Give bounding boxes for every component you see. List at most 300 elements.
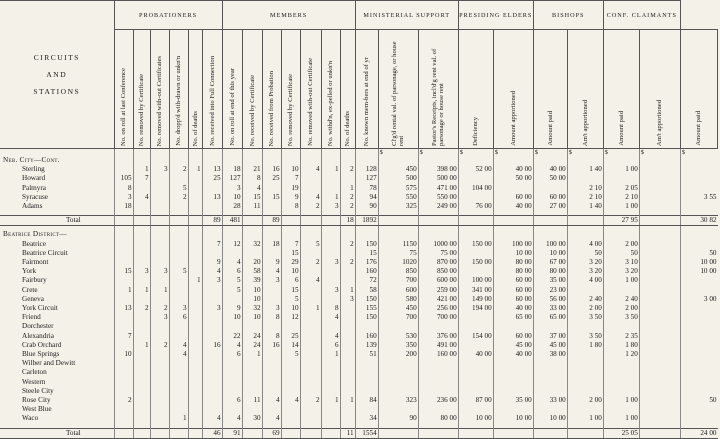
table-cell — [321, 405, 340, 414]
table-cell — [133, 295, 150, 304]
table-cell — [340, 378, 355, 387]
table-cell: 4 — [262, 267, 281, 276]
table-cell — [188, 368, 202, 377]
table-cell: 80 00 — [493, 267, 533, 276]
empty-cell — [262, 156, 281, 165]
table-cell — [202, 359, 222, 368]
table-cell: 350 — [378, 341, 418, 350]
table-cell — [133, 216, 150, 226]
column-header — [321, 30, 340, 149]
table-cell: 22 — [222, 332, 242, 341]
station-row — [0, 304, 718, 313]
table-cell — [567, 350, 603, 359]
table-cell — [639, 304, 680, 313]
empty-cell — [262, 230, 281, 239]
table-cell: 94 — [355, 193, 378, 202]
column-header — [281, 30, 300, 149]
table-cell — [202, 387, 222, 396]
table-cell: 75 — [378, 249, 418, 258]
table-cell — [188, 249, 202, 258]
table-cell — [458, 193, 493, 202]
table-cell: 2 — [300, 396, 321, 405]
table-cell — [150, 414, 169, 423]
table-cell — [188, 149, 202, 157]
table-cell — [133, 276, 150, 285]
table-cell — [242, 322, 262, 331]
column-header-label: Amount paid — [617, 111, 625, 146]
table-cell — [493, 405, 533, 414]
table-cell — [533, 322, 567, 331]
column-header-label: Cl'g'd rental val. of parsonage, or house rent — [391, 41, 406, 146]
table-cell: 19 — [281, 184, 300, 193]
total-row — [0, 216, 718, 226]
table-cell: 33 00 — [533, 304, 567, 313]
empty-cell — [242, 230, 262, 239]
station-row — [0, 276, 718, 285]
table-cell: 5 — [169, 267, 188, 276]
table-cell: 90 — [355, 202, 378, 211]
table-cell — [493, 428, 533, 438]
table-cell: 104 00 — [458, 184, 493, 193]
table-cell — [340, 414, 355, 423]
table-cell: $ — [418, 149, 458, 157]
table-cell — [340, 174, 355, 183]
empty-cell — [300, 230, 321, 239]
total-label: Total — [0, 428, 114, 438]
table-cell: 15 — [281, 249, 300, 258]
table-cell — [114, 240, 133, 249]
table-cell: 11 — [340, 428, 355, 438]
table-cell — [378, 359, 418, 368]
table-cell: 4 00 — [567, 240, 603, 249]
table-cell: 200 — [378, 350, 418, 359]
station-name: Howard — [22, 174, 46, 183]
table-cell: 150 — [355, 313, 378, 322]
table-cell: 13 — [202, 193, 222, 202]
table-cell: 5 — [281, 295, 300, 304]
table-cell — [639, 295, 680, 304]
table-cell: 12 — [222, 240, 242, 249]
table-cell — [133, 378, 150, 387]
empty-cell — [300, 156, 321, 165]
table-cell: 150 — [355, 240, 378, 249]
ministerial-support-group-header: MINISTERIAL SUPPORT — [355, 1, 458, 30]
empty-cell — [533, 230, 567, 239]
table-cell: 25 — [281, 332, 300, 341]
table-cell — [242, 216, 262, 226]
table-cell — [150, 258, 169, 267]
table-cell — [262, 387, 281, 396]
table-cell: 40 00 — [493, 165, 533, 174]
table-cell — [281, 414, 300, 423]
table-cell — [281, 149, 300, 157]
table-cell: 7 — [281, 174, 300, 183]
table-cell — [281, 368, 300, 377]
table-cell: 128 — [355, 165, 378, 174]
table-cell: 2 05 — [603, 184, 639, 193]
empty-cell — [533, 156, 567, 165]
table-cell: 24 — [242, 341, 262, 350]
table-cell — [133, 368, 150, 377]
district-row — [0, 230, 718, 239]
table-cell — [114, 249, 133, 258]
table-cell — [202, 332, 222, 341]
table-cell: 3 50 — [567, 332, 603, 341]
table-cell — [169, 368, 188, 377]
table-cell: 4 — [242, 184, 262, 193]
station-row — [0, 258, 718, 267]
table-cell: 30 82 — [680, 216, 717, 226]
table-cell: 58 — [242, 267, 262, 276]
table-cell — [321, 267, 340, 276]
table-cell: 16 — [262, 341, 281, 350]
table-cell: 35 00 — [493, 396, 533, 405]
station-name: Wilber and Dewitt — [22, 359, 76, 368]
table-cell — [533, 216, 567, 226]
table-cell — [242, 405, 262, 414]
table-cell: 341 00 — [458, 286, 493, 295]
table-cell: 2 00 — [567, 396, 603, 405]
table-cell — [680, 387, 717, 396]
empty-cell — [493, 156, 533, 165]
table-cell — [567, 405, 603, 414]
column-header-label: No. removed with-out Certificate — [307, 58, 315, 146]
table-cell — [262, 378, 281, 387]
table-cell — [133, 359, 150, 368]
table-cell: 3 — [262, 276, 281, 285]
table-cell — [169, 387, 188, 396]
table-cell: 4 — [281, 396, 300, 405]
table-cell — [114, 368, 133, 377]
column-header — [133, 30, 150, 149]
circuits-stub-header — [0, 1, 114, 149]
table-cell — [639, 368, 680, 377]
table-cell — [262, 359, 281, 368]
table-cell: 1 — [321, 350, 340, 359]
table-cell: 160 — [355, 267, 378, 276]
column-header — [188, 30, 202, 149]
table-cell — [222, 295, 242, 304]
table-cell: 50 — [680, 249, 717, 258]
table-cell: 2 — [169, 165, 188, 174]
table-cell: 78 — [355, 184, 378, 193]
table-cell: 16 — [202, 341, 222, 350]
table-cell — [262, 184, 281, 193]
table-cell — [188, 313, 202, 322]
table-cell: 65 00 — [533, 313, 567, 322]
table-cell: 58 — [355, 286, 378, 295]
probationers-group-header: PROBATIONERS — [114, 1, 222, 30]
table-cell — [639, 249, 680, 258]
table-cell — [133, 322, 150, 331]
table-cell: 20 — [242, 258, 262, 267]
table-cell — [222, 249, 242, 258]
column-header — [169, 30, 188, 149]
column-header-label: No. withd'n, ex-pelled or unkn'n — [327, 60, 335, 146]
empty-cell — [378, 156, 418, 165]
table-cell — [188, 359, 202, 368]
total-row — [0, 428, 718, 438]
empty-cell — [281, 156, 300, 165]
station-row — [0, 193, 718, 202]
table-cell — [150, 193, 169, 202]
table-cell: 1 40 — [567, 202, 603, 211]
empty-cell — [222, 156, 242, 165]
table-cell — [340, 149, 355, 157]
empty-cell — [150, 230, 169, 239]
station-name: Beatrice — [22, 239, 46, 248]
table-cell — [300, 267, 321, 276]
table-cell: 8 — [114, 184, 133, 193]
station-row — [0, 202, 718, 211]
empty-cell — [133, 230, 150, 239]
table-cell — [114, 341, 133, 350]
table-cell — [493, 368, 533, 377]
table-cell — [603, 387, 639, 396]
table-cell: 600 — [378, 286, 418, 295]
table-cell — [340, 341, 355, 350]
table-cell — [188, 240, 202, 249]
station-row — [0, 295, 718, 304]
table-cell — [222, 149, 242, 157]
table-cell — [188, 193, 202, 202]
table-cell — [355, 387, 378, 396]
table-cell: 4 — [222, 258, 242, 267]
table-cell: 2 00 — [603, 240, 639, 249]
table-cell — [321, 387, 340, 396]
table-cell: 4 — [300, 193, 321, 202]
empty-cell — [321, 156, 340, 165]
table-cell: 2 — [340, 165, 355, 174]
table-cell — [355, 368, 378, 377]
table-cell — [639, 193, 680, 202]
table-cell: 4 — [202, 414, 222, 423]
table-cell — [321, 368, 340, 377]
table-cell: 87 00 — [458, 396, 493, 405]
table-cell — [150, 368, 169, 377]
table-cell — [242, 378, 262, 387]
station-row — [0, 350, 718, 359]
table-cell — [639, 216, 680, 226]
table-cell — [169, 405, 188, 414]
table-cell: 3 55 — [680, 193, 717, 202]
empty-cell — [222, 230, 242, 239]
table-cell: 51 — [355, 350, 378, 359]
table-cell — [150, 405, 169, 414]
table-cell — [202, 405, 222, 414]
table-cell: 10 00 — [680, 258, 717, 267]
table-cell — [188, 184, 202, 193]
table-cell: 1 — [114, 286, 133, 295]
table-cell: 376 00 — [418, 332, 458, 341]
table-cell — [202, 396, 222, 405]
table-cell — [150, 240, 169, 249]
table-cell — [281, 405, 300, 414]
table-cell: 10 00 — [458, 414, 493, 423]
table-cell — [680, 240, 717, 249]
empty-cell — [321, 230, 340, 239]
table-cell — [188, 286, 202, 295]
table-cell — [300, 249, 321, 258]
table-cell — [169, 276, 188, 285]
table-cell — [680, 286, 717, 295]
table-cell — [493, 216, 533, 226]
column-header — [680, 30, 717, 149]
table-cell: 3 50 — [567, 313, 603, 322]
table-cell — [300, 149, 321, 157]
table-cell: 323 — [378, 396, 418, 405]
table-cell — [300, 295, 321, 304]
table-cell — [340, 276, 355, 285]
table-cell: 500 — [378, 174, 418, 183]
station-name: Waco — [22, 414, 39, 423]
station-name: Crab Orchard — [22, 340, 62, 349]
table-cell — [202, 149, 222, 157]
table-cell — [188, 387, 202, 396]
table-cell: 1 — [133, 286, 150, 295]
group-header-row — [0, 1, 718, 30]
station-name: West Blue — [22, 405, 52, 414]
table-cell: 25 — [262, 174, 281, 183]
station-row — [0, 405, 718, 414]
station-name: Rose City — [22, 396, 51, 405]
table-cell: 56 00 — [533, 295, 567, 304]
table-cell: 1 — [300, 304, 321, 313]
table-cell: 10 — [114, 350, 133, 359]
table-cell: 481 — [222, 216, 242, 226]
stub-line: CIRCUITS — [33, 53, 80, 62]
table-cell — [340, 359, 355, 368]
table-cell — [567, 378, 603, 387]
table-cell — [114, 313, 133, 322]
table-cell: 127 — [355, 174, 378, 183]
table-cell — [114, 149, 133, 157]
table-cell: 60 00 — [493, 276, 533, 285]
table-cell: 46 — [202, 428, 222, 438]
table-cell — [222, 405, 242, 414]
table-cell — [222, 387, 242, 396]
table-cell: 550 00 — [418, 193, 458, 202]
table-cell — [169, 174, 188, 183]
table-cell: 150 00 — [458, 258, 493, 267]
table-cell — [639, 313, 680, 322]
table-cell — [533, 359, 567, 368]
table-cell — [202, 350, 222, 359]
table-cell: 1 — [340, 184, 355, 193]
table-cell: 471 00 — [418, 184, 458, 193]
table-cell: 8 — [321, 304, 340, 313]
table-cell: 8 — [242, 174, 262, 183]
table-cell — [639, 378, 680, 387]
table-cell: 15 — [355, 249, 378, 258]
table-cell: 1 00 — [603, 202, 639, 211]
table-cell — [680, 359, 717, 368]
table-cell — [418, 368, 458, 377]
empty-cell — [603, 230, 639, 239]
table-cell — [680, 174, 717, 183]
column-header — [300, 30, 321, 149]
table-cell: 2 — [340, 258, 355, 267]
table-cell: 12 — [281, 313, 300, 322]
table-cell: 2 — [133, 304, 150, 313]
table-cell — [169, 428, 188, 438]
table-cell: 7 — [281, 240, 300, 249]
table-cell — [150, 396, 169, 405]
station-row — [0, 396, 718, 405]
table-cell — [133, 396, 150, 405]
table-cell — [222, 359, 242, 368]
table-cell: 4 — [222, 414, 242, 423]
table-cell: $ — [680, 149, 717, 157]
empty-cell — [603, 156, 639, 165]
table-cell — [188, 322, 202, 331]
table-cell: 150 — [355, 295, 378, 304]
table-cell — [378, 428, 418, 438]
station-name: Crete — [22, 285, 38, 294]
column-header-label: Deficiency — [472, 117, 480, 146]
table-cell — [378, 387, 418, 396]
table-cell — [458, 378, 493, 387]
table-cell: 40 00 — [533, 165, 567, 174]
table-cell: 10 00 — [533, 249, 567, 258]
table-cell — [114, 405, 133, 414]
table-cell: 15 — [262, 193, 281, 202]
column-header-label: Pastor's Receipts, incl'd'g rent val. of parsonage or house rent — [431, 48, 446, 146]
station-name: York — [22, 267, 37, 276]
table-cell: 4 — [202, 267, 222, 276]
table-cell: 1892 — [355, 216, 378, 226]
table-cell — [533, 184, 567, 193]
table-cell: 90 — [378, 414, 418, 423]
table-cell — [533, 428, 567, 438]
empty-cell — [242, 156, 262, 165]
table-cell: 1 — [321, 396, 340, 405]
empty-cell — [458, 156, 493, 165]
table-cell: 3 — [114, 193, 133, 202]
table-cell — [188, 304, 202, 313]
table-cell — [680, 414, 717, 423]
table-cell — [680, 378, 717, 387]
table-cell — [680, 202, 717, 211]
table-cell — [458, 216, 493, 226]
column-header-label: No. known mem-bers at end of yr — [363, 56, 371, 146]
table-cell — [680, 276, 717, 285]
station-row — [0, 313, 718, 322]
table-cell: $ — [458, 149, 493, 157]
table-cell: 3 — [262, 304, 281, 313]
station-name: Geneva — [22, 294, 44, 303]
empty-cell — [378, 230, 418, 239]
table-cell: 1 — [133, 165, 150, 174]
table-cell — [639, 322, 680, 331]
table-cell: 2 — [340, 202, 355, 211]
table-cell: 139 — [355, 341, 378, 350]
table-cell: 236 00 — [418, 396, 458, 405]
table-cell — [188, 267, 202, 276]
table-cell: 11 — [242, 396, 262, 405]
station-row — [0, 387, 718, 396]
table-cell: $ — [533, 149, 567, 157]
table-cell — [188, 202, 202, 211]
station-name: Beatrice Circuit — [22, 248, 68, 257]
currency-row-stub — [0, 149, 114, 157]
table-cell: 60 00 — [493, 193, 533, 202]
table-cell — [133, 249, 150, 258]
table-cell: 9 — [281, 193, 300, 202]
table-cell — [493, 378, 533, 387]
empty-cell — [493, 230, 533, 239]
table-cell — [262, 350, 281, 359]
